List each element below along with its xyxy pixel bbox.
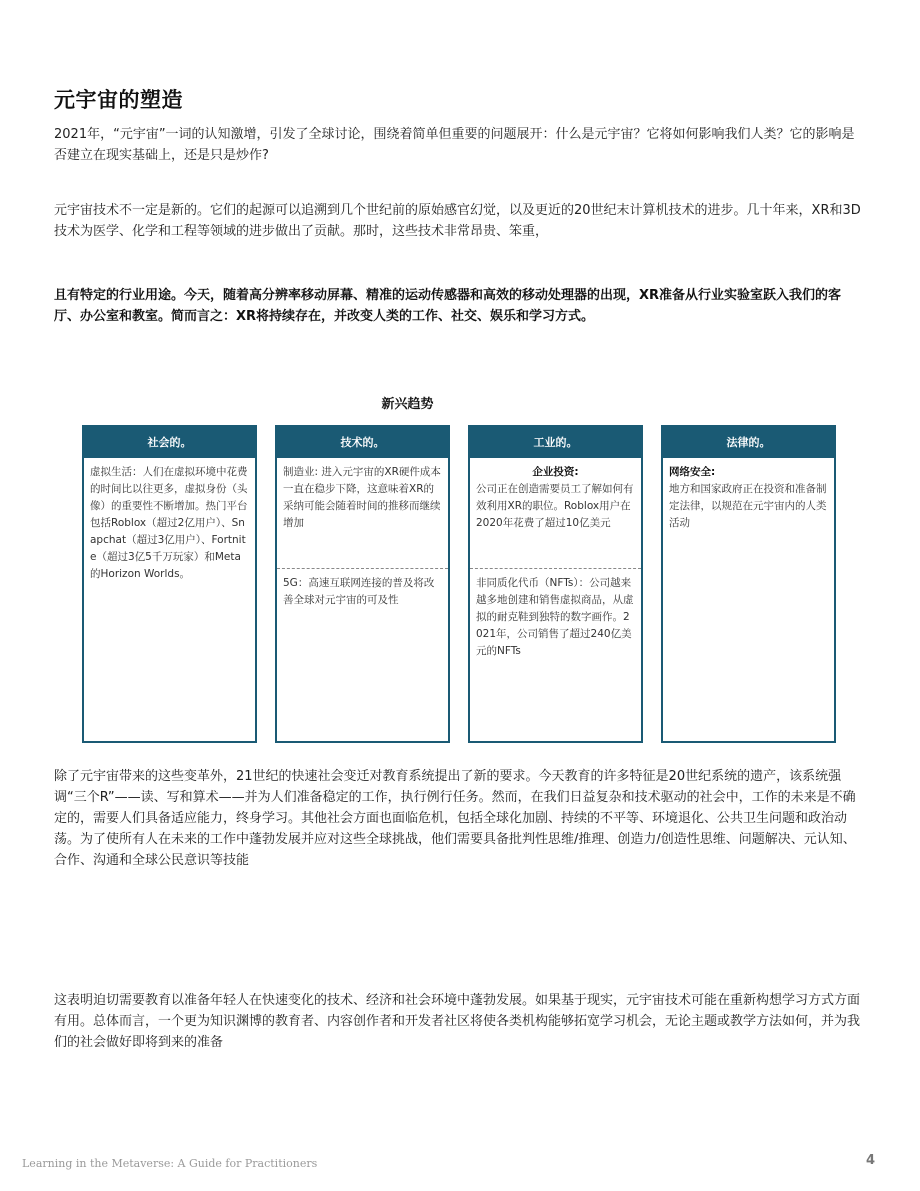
trend-cell [663,458,834,532]
history-paragraph: 元宇宙技术不一定是新的。它们的起源可以追溯到几个世纪前的原始感官幻觉，以及更近的20世纪末计算机技术的进步。几十年来，XR和3D技术为医学、化学和工程等领域的进步做出了贡献。那时，这些技术非常昂贵、笨重， [54,203,861,239]
conclusion-paragraph: 这表明迫切需要教育以准备年轻人在快速变化的技术、经济和社会环境中蓬勃发展。如果基于现实，元宇宙技术可能在重新构想学习方式方面有用。总体而言，一个更为知识渊博的教育者、内容创作者和开发者社区将使各类机构能够拓宽学习机会，无论主题或教学方法如何，并为我们的社会做好即将到来的准备 [54,993,861,1050]
trend-cell [470,458,641,568]
footer-document-title: Learning in the Metaverse: A Guide for Practitioners [22,1157,318,1170]
highlight-paragraph: 且有特定的行业用途。今天，随着高分辨率移动屏幕、精准的运动传感器和高效的移动处理器的出现，XR准备从行业实验室跃入我们的客厅、办公室和教室。简而言之：XR将持续存在，并改变人类的工作、社交、娱乐和学习方式。 [54,288,842,324]
trend-column-technical [275,425,450,743]
trend-cell-text: 虚拟生活：人们在虚拟环境中花费的时间比以往更多，虚拟身份（头像）的重要性不断增加。热门平台包括Roblox（超过2亿用户）、Snapchat（超过3亿用户）、Fortnite（超过3亿5千万玩家）和Meta的Horizon Worlds。 [90,466,248,580]
page-title: 元宇宙的塑造 [54,88,183,112]
trend-column-header: 技术的。 [277,427,448,458]
trend-column-legal [661,425,836,743]
page-number: 4 [866,1153,876,1168]
education-paragraph: 除了元宇宙带来的这些变革外，21世纪的快速社会变迁对教育系统提出了新的要求。今天教育的许多特征是20世纪系统的遗产，该系统强调“三个R”——读、写和算术——并为人们准备稳定的工作，执行例行任务。然而，在我们日益复杂和技术驱动的社会中，工作的未来是不确定的，需要人们具备适应能力，终身学习。其他社会方面也面临危机，包括全球化加剧、持续的不平等、环境退化、公共卫生问题和政治动荡。为了使所有人在未来的工作中蓬勃发展并应对这些全球挑战，他们需要具备批判性思维/推理、创造力/创造性思维、问题解决、元认知、合作、沟通和全球公民意识等技能 [54,769,856,868]
trend-column-header: 工业的。 [470,427,641,458]
trend-cell-text: 制造业: 进入元宇宙的XR硬件成本一直在稳步下降，这意味着XR的采纳可能会随着时间的推移而继续增加 [283,466,441,529]
trend-cell-text: 5G：高速互联网连接的普及将改善全球对元宇宙的可及性 [283,577,435,606]
intro-paragraph: 2021年，“元宇宙”一词的认知激增，引发了全球讨论，围绕着简单但重要的问题展开：什么是元宇宙？它将如何影响我们人类？它的影响是否建立在现实基础上，还是只是炒作? [54,127,855,163]
trend-cell-text: 非同质化代币（NFTs）：公司越来越多地创建和销售虚拟商品，从虚拟的耐克鞋到独特的数字画作。2021年，公司销售了超过240亿美元的NFTs [476,577,634,657]
trend-column-header: 法律的。 [663,427,834,458]
trend-column-social [82,425,257,743]
trend-cell-text: 公司正在创造需要员工了解如何有效利用XR的职位。Roblox用户在2020年花费了超过10亿美元 [476,483,634,529]
trends-title: 新兴趋势 [381,397,434,412]
trend-cell-text: 地方和国家政府正在投资和准备制定法律，以规范在元宇宙内的人类活动 [669,483,827,529]
trend-cell-heading: 网络安全: [669,466,716,478]
trend-column-industry [468,425,643,743]
trend-cell-heading: 企业投资: [532,466,579,478]
trend-column-header: 社会的。 [84,427,255,458]
